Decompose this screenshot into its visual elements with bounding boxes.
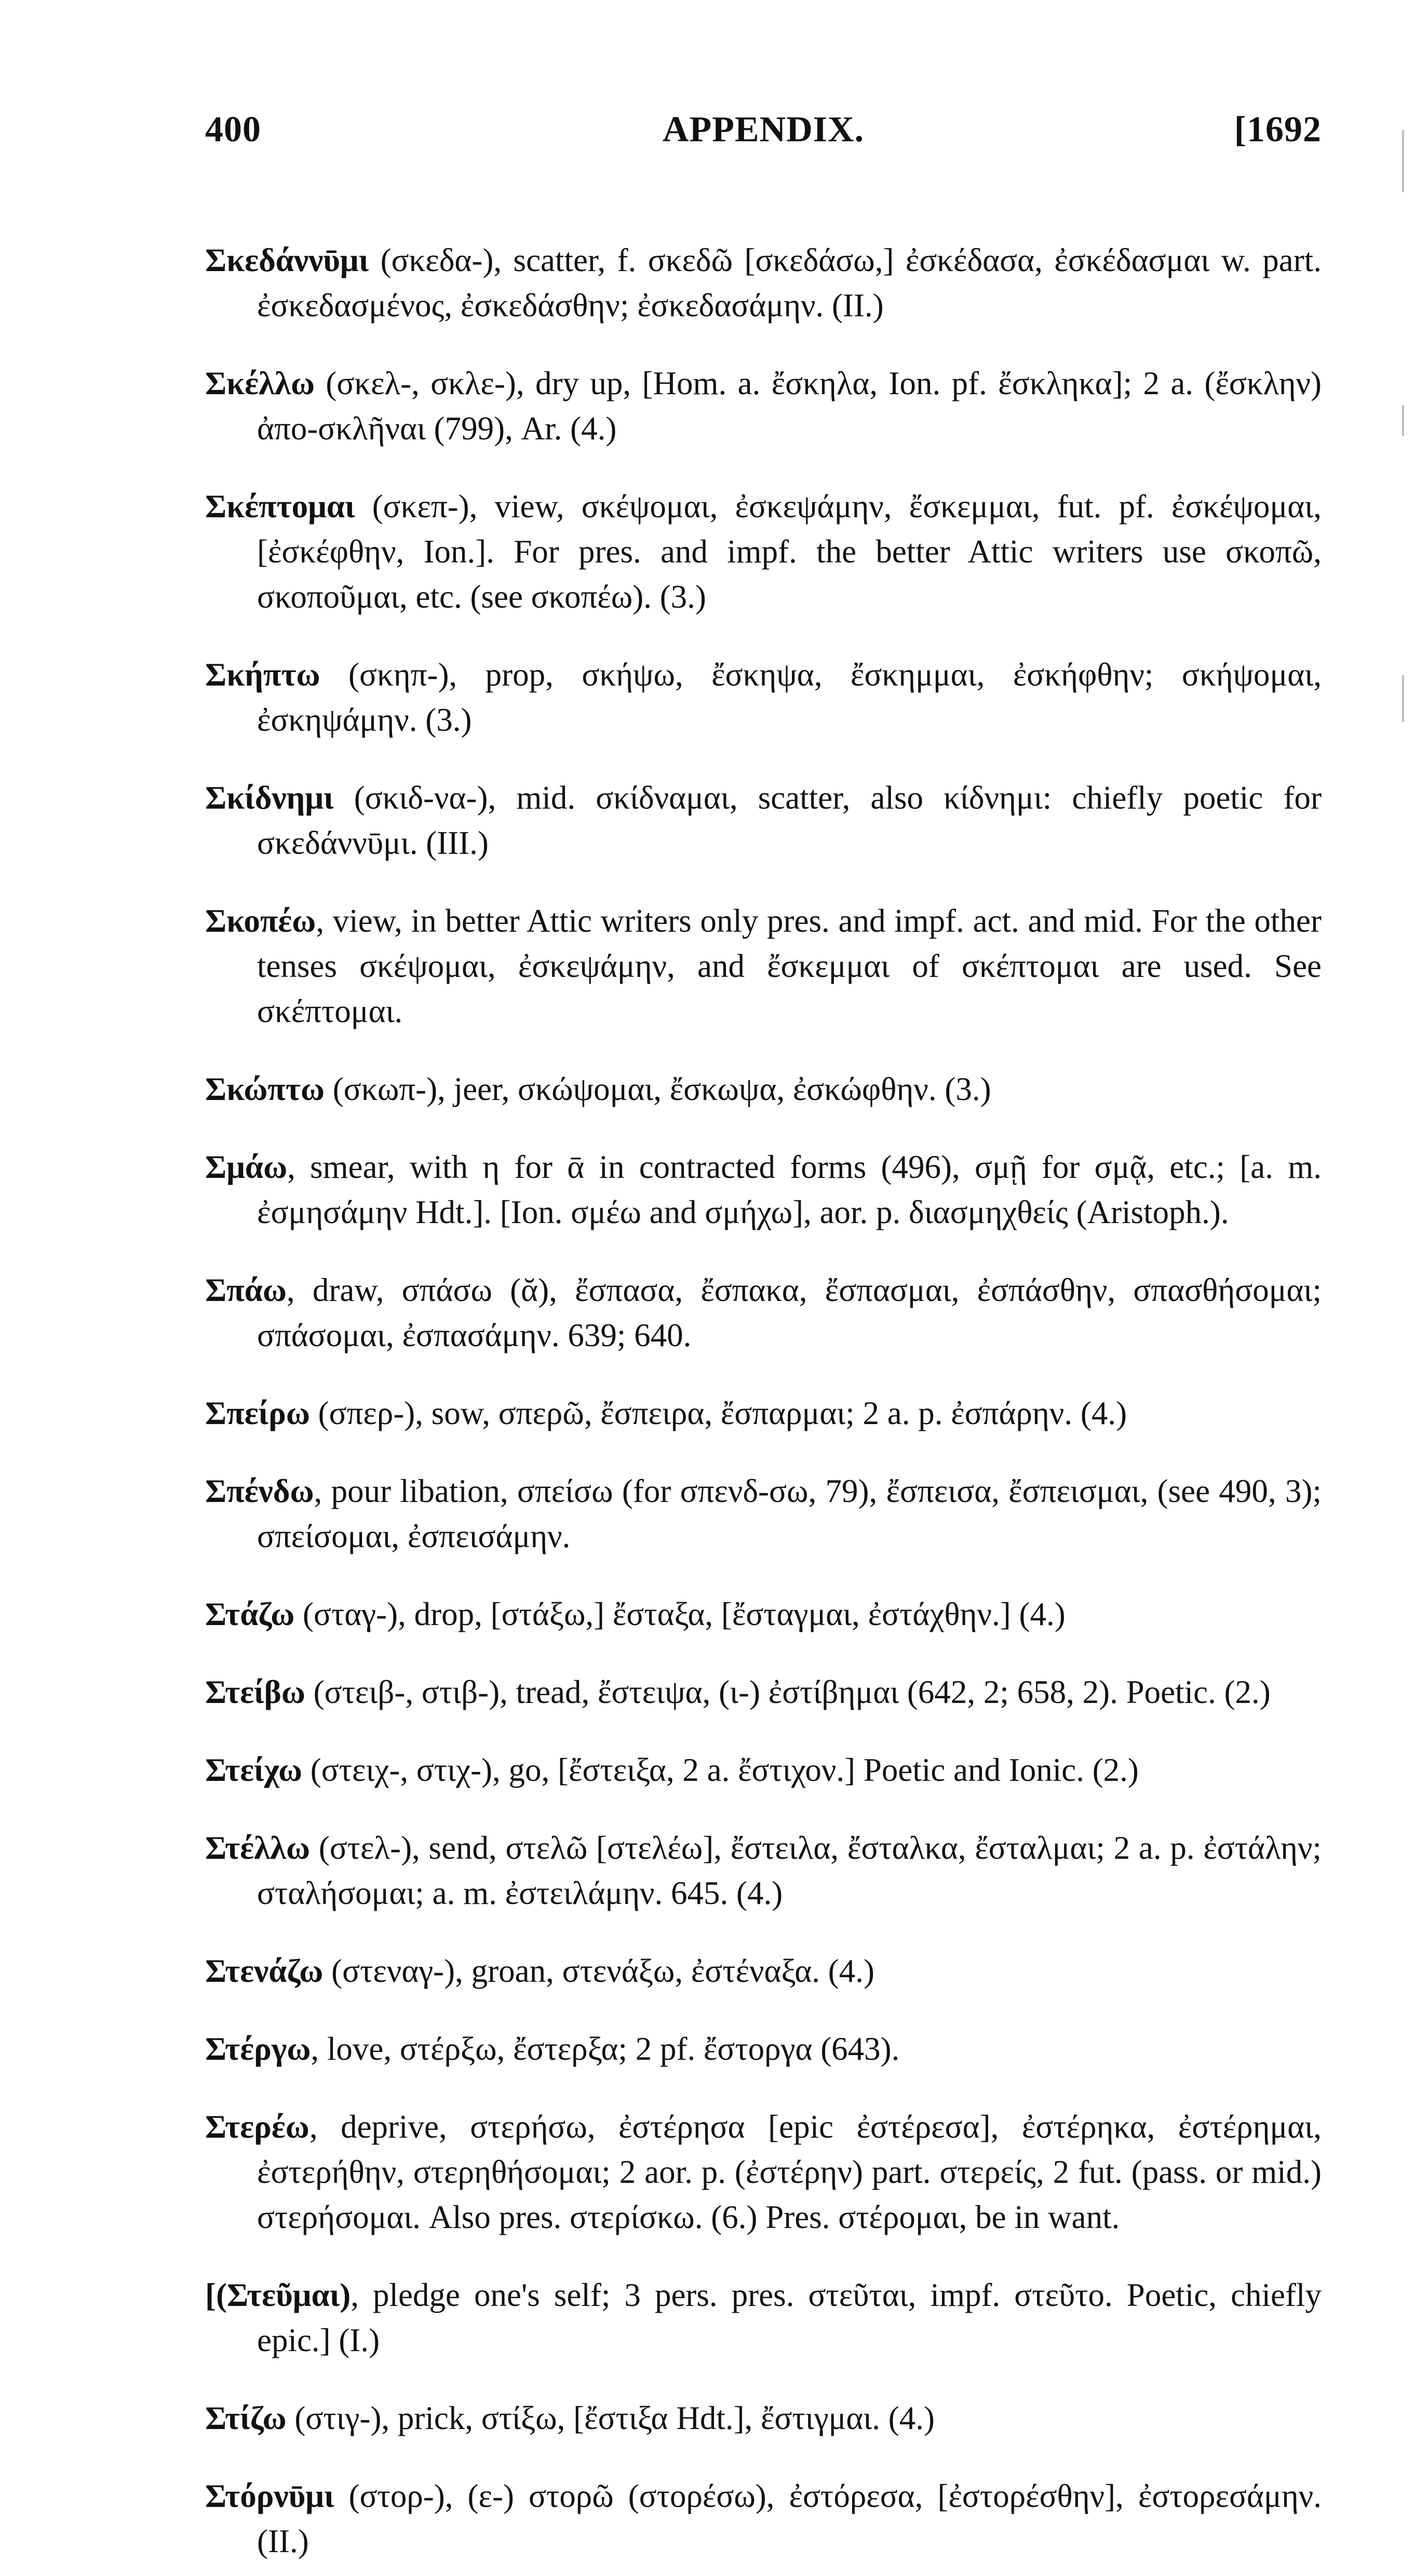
- headword: [(Στεῦμαι): [205, 2277, 351, 2313]
- entry-stenazo: [205, 1949, 1322, 1994]
- entry-skello: [205, 361, 1322, 451]
- headword: Σπάω: [205, 1272, 287, 1308]
- entry-text: (στιγ-), prick, στίξω, [ἔστιξα Hdt.], ἔστιγμαι. (4.): [286, 2400, 935, 2436]
- entry-text: (στορ-), (ε-) στορῶ (στορέσω), ἐστόρεσα, [ἐστορέσθην], ἐστορεσάμην. (II.): [257, 2478, 1322, 2559]
- entry-text: (στελ-), send, στελῶ [στελέω], ἔστειλα, ἔσταλκα, ἔσταλμαι; 2 a. p. ἐστάλην; σταλήσομαι; a. m. ἐστειλάμην. 645. (4.): [257, 1830, 1322, 1911]
- headword: Στείβω: [205, 1674, 305, 1710]
- entry-text: , draw, σπάσω (ᾰ), ἔσπασα, ἔσπακα, ἔσπασμαι, ἐσπάσθην, σπασθήσομαι; σπάσομαι, ἐσπασάμην. 639; 640.: [257, 1272, 1322, 1353]
- page-title: APPENDIX.: [662, 110, 865, 150]
- section-reference: [1692: [1234, 110, 1322, 150]
- entry-skopeo: [205, 898, 1322, 1034]
- entry-text: (σκελ-, σκλε-), dry up, [Hom. a. ἔσκηλα, Ion. pf. ἔσκληκα]; 2 a. (ἔσκλην) ἀπο-σκλῆναι (799), Ar. (4.): [257, 365, 1322, 447]
- entry-steibo: [205, 1670, 1322, 1715]
- scan-edge-mark: [1402, 405, 1404, 436]
- headword: Σκέλλω: [205, 365, 315, 401]
- entry-list: [205, 205, 1322, 2576]
- page-number: 400: [205, 110, 261, 150]
- entry-text: (σκωπ-), jeer, σκώψομαι, ἔσκωψα, ἐσκώφθην. (3.): [325, 1071, 991, 1107]
- headword: Σκεδάννῡμι: [205, 242, 369, 278]
- headword: Σκώπτω: [205, 1071, 325, 1107]
- headword: Σπείρω: [205, 1395, 310, 1431]
- headword: Σκοπέω: [205, 903, 316, 939]
- entry-skopto: [205, 1067, 1322, 1112]
- entry-text: (σκιδ-να-), mid. σκίδναμαι, scatter, also κίδνημι: chiefly poetic for σκεδάννῡμι. (III.): [257, 780, 1322, 861]
- headword: Σπένδω: [205, 1473, 314, 1509]
- entry-skidnemi: [205, 775, 1322, 866]
- entry-text: , pour libation, σπείσω (for σπενδ-σω, 79), ἔσπεισα, ἔσπεισμαι, (see 490, 3); σπείσομαι, ἐσπεισάμην.: [257, 1473, 1322, 1554]
- entry-stereo: [205, 2104, 1322, 2240]
- headword: Στόρνῡμι: [205, 2478, 334, 2514]
- headword: Στέργω: [205, 2031, 311, 2067]
- entry-spao: [205, 1268, 1322, 1358]
- headword: Στείχω: [205, 1752, 303, 1788]
- entry-text: (στεναγ-), groan, στενάξω, ἐστέναξα. (4.): [323, 1953, 874, 1989]
- headword: Σκέπτομαι: [205, 488, 355, 525]
- entry-text: (σκεδα-), scatter, f. σκεδῶ [σκεδάσω,] ἐσκέδασα, ἐσκέδασμαι w. part. ἐσκεδασμένος, ἐσκεδάσθην; ἐσκεδασάμην. (II.): [257, 242, 1322, 324]
- entry-smao: [205, 1145, 1322, 1235]
- entry-text: (σκεπ-), view, σκέψομαι, ἐσκεψάμην, ἔσκεμμαι, fut. pf. ἐσκέψομαι, [ἐσκέφθην, Ion.]. For pres. and impf. the better Attic writers use σκοπῶ, σκοποῦμαι, etc. (see σκοπέω). (3.): [257, 488, 1322, 615]
- headword: Στάζω: [205, 1596, 295, 1632]
- entry-text: , deprive, στερήσω, ἐστέρησα [epic ἐστέρεσα], ἐστέρηκα, ἐστέρημαι, ἐστερήθην, στερηθήσομαι; 2 aor. p. (ἐστέρην) part. στερείς, 2 fut. (pass. or mid.) στερήσομαι. Also pres. στερίσκω. (6.) Pres. στέρομαι, be in want.: [257, 2109, 1322, 2235]
- scan-edge-mark: [1402, 675, 1404, 722]
- entry-skeptomai: [205, 484, 1322, 620]
- entry-speiro: [205, 1391, 1322, 1436]
- entry-skepto: [205, 652, 1322, 743]
- entry-text: (σκηπ-), prop, σκήψω, ἔσκηψα, ἔσκημμαι, ἐσκήφθην; σκήψομαι, ἐσκηψάμην. (3.): [257, 656, 1322, 738]
- headword: Στέλλω: [205, 1830, 311, 1866]
- headword: Στερέω: [205, 2109, 309, 2145]
- entry-skedannumi: [205, 238, 1322, 328]
- entry-text: (σταγ-), drop, [στάξω,] ἔσταξα, [ἔσταγμαι, ἐστάχθην.] (4.): [294, 1596, 1066, 1632]
- entry-stornumi: [205, 2474, 1322, 2564]
- entry-text: , pledge one's self; 3 pers. pres. στεῦται, impf. στεῦτο. Poetic, chiefly epic.] (I.): [257, 2277, 1322, 2358]
- entry-text: (στειβ-, στιβ-), tread, ἔστειψα, (ι-) ἐστίβημαι (642, 2; 658, 2). Poetic. (2.): [305, 1674, 1271, 1710]
- headword: Σκήπτω: [205, 656, 320, 693]
- entry-text: , view, in better Attic writers only pres. and impf. act. and mid. For the other tenses σκέψομαι, ἐσκεψάμην, and ἔσκεμμαι of σκέπτομαι are used. See σκέπτομαι.: [257, 903, 1322, 1029]
- entry-stazo: [205, 1592, 1322, 1637]
- headword: Στίζω: [205, 2400, 287, 2436]
- headword: Στενάζω: [205, 1953, 324, 1989]
- scan-edge-mark: [1402, 130, 1404, 192]
- entry-steicho: [205, 1748, 1322, 1793]
- page-header: [205, 109, 1322, 166]
- entry-text: , love, στέρξω, ἔστερξα; 2 pf. ἔστοργα (643).: [311, 2031, 900, 2067]
- entry-stello: [205, 1826, 1322, 1916]
- entry-spendo: [205, 1469, 1322, 1559]
- headword: Σμάω: [205, 1149, 288, 1185]
- entry-text: , smear, with η for ᾱ in contracted forms (496), σμῇ for σμᾷ, etc.; [a. m. ἐσμησάμην Hdt.]. [Ion. σμέω and σμήχω], aor. p. διασμηχθείς (Aristoph.).: [257, 1149, 1322, 1230]
- entry-steumai: [205, 2273, 1322, 2363]
- entry-text: (σπερ-), sow, σπερῶ, ἔσπειρα, ἔσπαρμαι; 2 a. p. ἐσπάρην. (4.): [309, 1395, 1127, 1431]
- entry-stizo: [205, 2396, 1322, 2441]
- entry-stergo: [205, 2027, 1322, 2072]
- headword: Σκίδνημι: [205, 780, 334, 816]
- entry-text: (στειχ-, στιχ-), go, [ἔστειξα, 2 a. ἔστιχον.] Poetic and Ionic. (2.): [302, 1752, 1139, 1788]
